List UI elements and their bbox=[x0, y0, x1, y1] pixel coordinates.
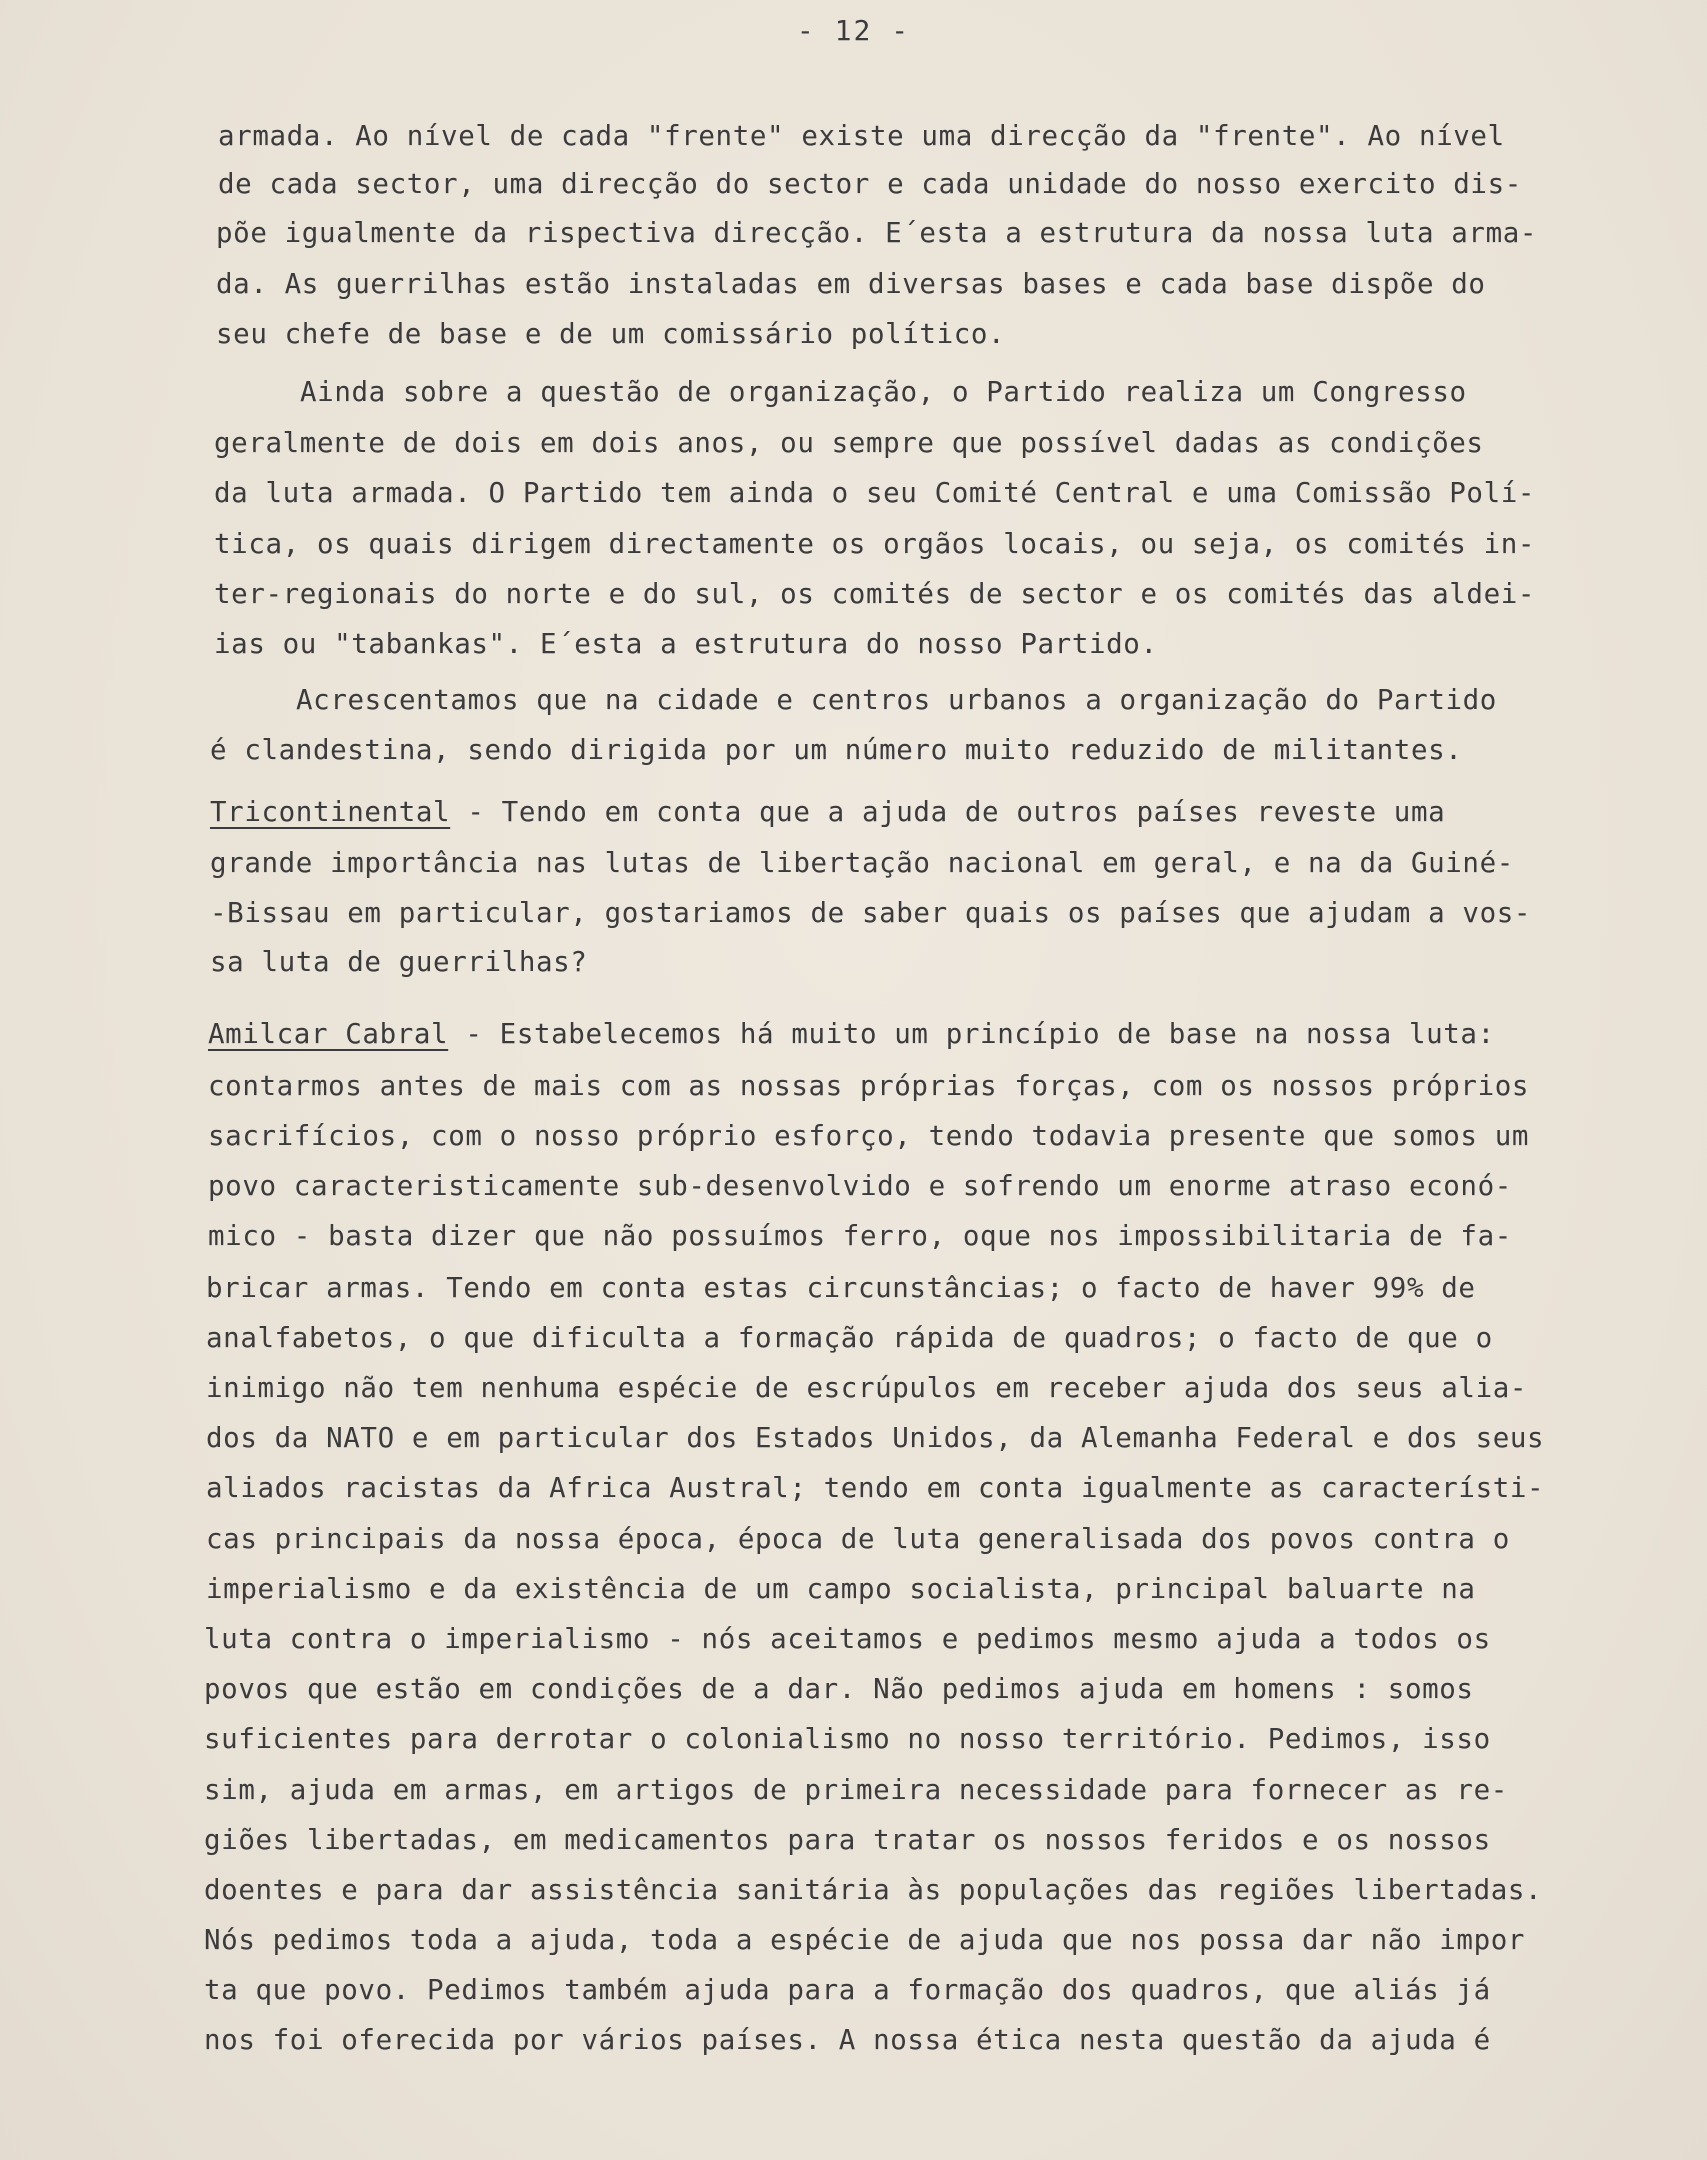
text-line: ias ou "tabankas". E´esta a estrutura do nosso Partido. bbox=[214, 628, 1158, 660]
text-line: põe igualmente da rispectiva direcção. E´esta a estrutura da nossa luta arma- bbox=[216, 217, 1538, 249]
text-line: de cada sector, uma direcção do sector e cada unidade do nosso exercito dis- bbox=[218, 168, 1522, 200]
text-line: mico - basta dizer que não possuímos ferro, oque nos impossibilitaria de fa- bbox=[208, 1220, 1512, 1252]
text-line: geralmente de dois em dois anos, ou sempre que possível dadas as condições bbox=[214, 427, 1484, 459]
text-line: é clandestina, sendo dirigida por um número muito reduzido de militantes. bbox=[210, 734, 1463, 766]
text-line: -Bissau em particular, gostariamos de saber quais os países que ajudam a vos- bbox=[210, 897, 1532, 929]
text-line: armada. Ao nível de cada "frente" existe uma direcção da "frente". Ao nível bbox=[218, 120, 1505, 152]
text-line: da luta armada. O Partido tem ainda o seu Comité Central e uma Comissão Polí- bbox=[214, 477, 1536, 509]
dialogue-text: - Tendo em conta que a ajuda de outros países reveste uma bbox=[450, 796, 1446, 828]
text-line: cas principais da nossa época, época de luta generalisada dos povos contra o bbox=[206, 1523, 1510, 1555]
text-line: povo caracteristicamente sub-desenvolvido e sofrendo um enorme atraso econó- bbox=[208, 1170, 1512, 1202]
text-line: aliados racistas da Africa Austral; tendo em conta igualmente as característi- bbox=[206, 1472, 1545, 1504]
text-line: sim, ajuda em armas, em artigos de primeira necessidade para fornecer as re- bbox=[204, 1774, 1508, 1806]
text-line: imperialismo e da existência de um campo socialista, principal baluarte na bbox=[206, 1573, 1476, 1605]
text-line: Acrescentamos que na cidade e centros urbanos a organização do Partido bbox=[296, 684, 1497, 716]
text-line: contarmos antes de mais com as nossas próprias forças, com os nossos próprios bbox=[208, 1070, 1530, 1102]
text-line: tica, os quais dirigem directamente os orgãos locais, ou seja, os comités in- bbox=[214, 528, 1536, 560]
text-line: grande importância nas lutas de libertação nacional em geral, e na da Guiné- bbox=[210, 847, 1514, 879]
text-line: sacrifícios, com o nosso próprio esforço, tendo todavia presente que somos um bbox=[208, 1120, 1530, 1152]
text-line: Ainda sobre a questão de organização, o Partido realiza um Congresso bbox=[300, 376, 1467, 408]
text-line: ta que povo. Pedimos também ajuda para a formação dos quadros, que aliás já bbox=[204, 1974, 1491, 2006]
text-line: Nós pedimos toda a ajuda, toda a espécie de ajuda que nos possa dar não impor bbox=[204, 1924, 1526, 1956]
speaker-name: Tricontinental bbox=[210, 796, 451, 828]
text-line: ter-regionais do norte e do sul, os comités de sector e os comités das aldei- bbox=[214, 578, 1536, 610]
text-line: sa luta de guerrilhas? bbox=[210, 946, 588, 978]
dialogue-text: - Estabelecemos há muito um princípio de base na nossa luta: bbox=[448, 1018, 1495, 1050]
text-line: doentes e para dar assistência sanitária às populações das regiões libertadas. bbox=[204, 1874, 1543, 1906]
text-line: suficientes para derrotar o colonialismo no nosso território. Pedimos, isso bbox=[204, 1723, 1491, 1755]
text-line: seu chefe de base e de um comissário político. bbox=[216, 318, 1006, 350]
speaker-name: Amilcar Cabral bbox=[208, 1018, 449, 1050]
dialogue-line bbox=[208, 1016, 1495, 1052]
page-number: - 12 - bbox=[796, 14, 911, 47]
text-line: inimigo não tem nenhuma espécie de escrúpulos em receber ajuda dos seus alia- bbox=[206, 1372, 1528, 1404]
text-line: povos que estão em condições de a dar. Não pedimos ajuda em homens : somos bbox=[204, 1673, 1474, 1705]
text-line: giões libertadas, em medicamentos para tratar os nossos feridos e os nossos bbox=[204, 1824, 1491, 1856]
text-line: bricar armas. Tendo em conta estas circunstâncias; o facto de haver 99% de bbox=[206, 1272, 1476, 1304]
text-line: analfabetos, o que dificulta a formação rápida de quadros; o facto de que o bbox=[206, 1322, 1493, 1354]
text-line: da. As guerrilhas estão instaladas em diversas bases e cada base dispõe do bbox=[216, 268, 1486, 300]
text-line: dos da NATO e em particular dos Estados Unidos, da Alemanha Federal e dos seus bbox=[206, 1422, 1545, 1454]
text-line: nos foi oferecida por vários países. A nossa ética nesta questão da ajuda é bbox=[204, 2024, 1491, 2056]
text-line: luta contra o imperialismo - nós aceitamos e pedimos mesmo ajuda a todos os bbox=[204, 1623, 1491, 1655]
dialogue-line bbox=[210, 794, 1445, 830]
